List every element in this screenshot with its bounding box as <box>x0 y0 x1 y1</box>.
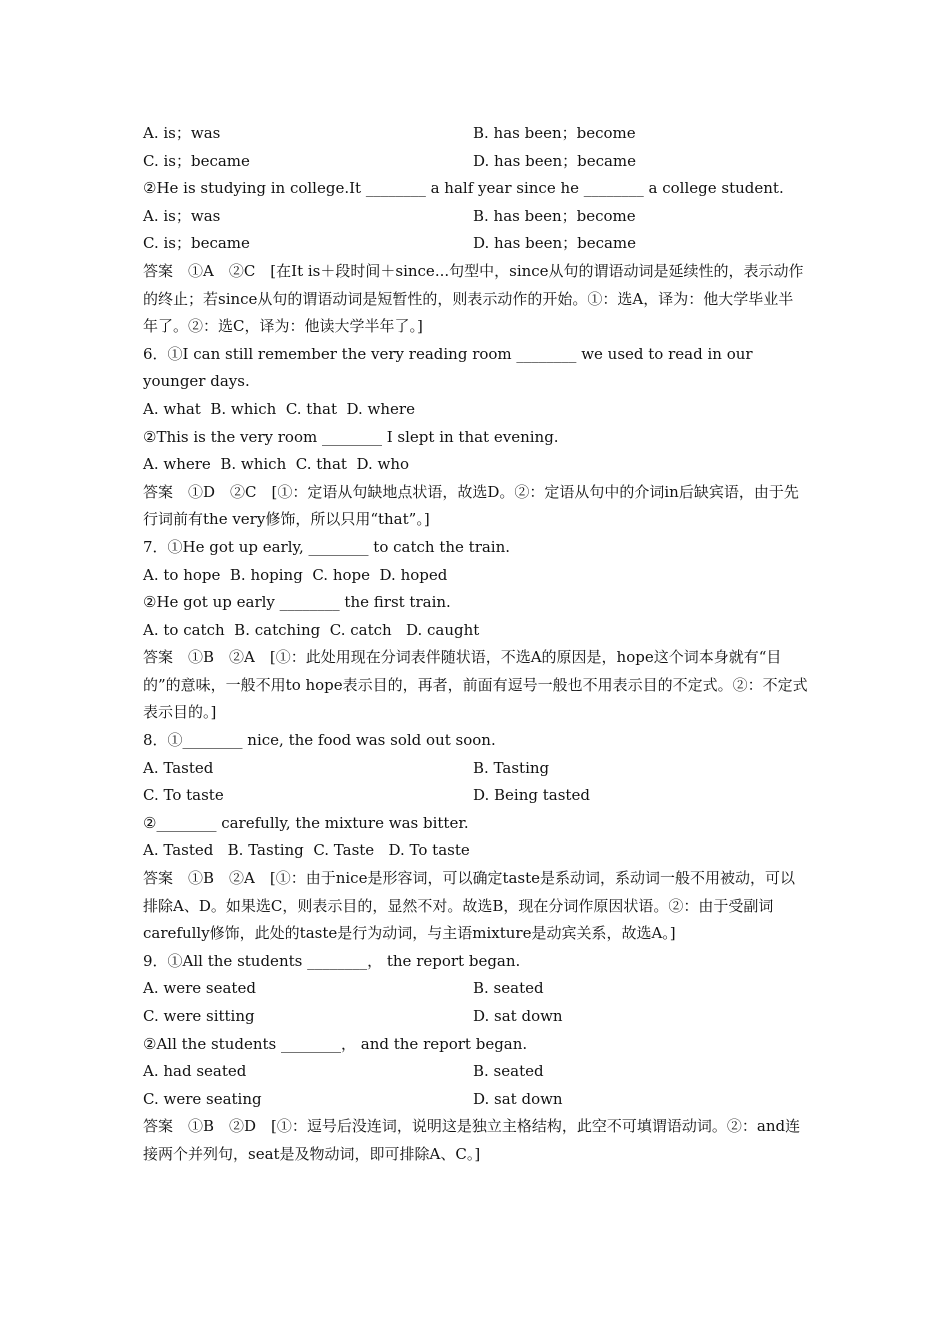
option-c: C. is；became <box>143 151 250 170</box>
option-b: B. has been；become <box>473 206 636 225</box>
answer-explanation: 答案 ①B ②A [①：由于nice是形容词，可以确定taste是系动词，系动词一般不用被动，可以排除A、D。如果选C，则表示目的，显然不对。故选B，现在分词作原因状语。②：由于受副词carefully修饰，此处的taste是行为动词，与主语mixture是动宾关系，故选A。] <box>143 869 796 943</box>
option-a: A. were seated <box>143 979 256 998</box>
option-a: A. Tasted <box>143 758 214 777</box>
document-page <box>143 120 808 1169</box>
answer-explanation: 答案 ①D ②C [①：定语从句缺地点状语，故选D。②：定语从句中的介词in后缺宾语，由于先行词前有the very修饰，所以只用“that”。] <box>143 482 799 529</box>
question-text: ②This is the very room ________ I slept in that evening. <box>143 427 559 446</box>
option-c: C. is；became <box>143 234 250 253</box>
question-text: ②________ carefully, the mixture was bitter. <box>143 813 469 832</box>
question-text: 6．①I can still remember the very reading room ________ we used to read in our younger days. <box>143 344 753 391</box>
answer-explanation: 答案 ①B ②A [①：此处用现在分词表伴随状语，不选A的原因是，hope这个词本身就有“目的”的意味，一般不用to hope表示目的，再者，前面有逗号一般也不用表示目的不定式。②：不定式表示目的。] <box>143 648 808 722</box>
option-c: C. were seating <box>143 1089 262 1108</box>
answer-explanation: 答案 ①A ②C [在It is＋段时间＋since...句型中，since从句的谓语动词是延续性的，表示动作的终止；若since从句的谓语动词是短暂性的，则表示动作的开始。①：选A，译为：他大学毕业半年了。②：选C，译为：他读大学半年了。] <box>143 261 804 336</box>
option-c: C. were sitting <box>143 1007 255 1025</box>
options-row <box>143 782 808 810</box>
options-line: A. Tasted B. Tasting C. Taste D. To taste <box>143 841 470 860</box>
options-row <box>143 1003 808 1031</box>
options-line: A. to catch B. catching C. catch D. caught <box>143 620 480 639</box>
option-d: D. sat down <box>473 1007 563 1025</box>
answer-explanation: 答案 ①B ②D [①：逗号后没连词，说明这是独立主格结构，此空不可填谓语动词。②：and连接两个并列句，seat是及物动词，即可排除A、C。] <box>143 1117 801 1163</box>
options-line: A. to hope B. hoping C. hope D. hoped <box>143 565 448 584</box>
option-b: B. seated <box>473 1062 544 1081</box>
options-line: A. what B. which C. that D. where <box>143 399 415 418</box>
options-row <box>143 148 808 176</box>
question-text: 7．①He got up early, ________ to catch the train. <box>143 537 511 556</box>
option-d: D. has been；became <box>473 151 637 170</box>
option-d: D. Being tasted <box>473 786 590 805</box>
option-b: B. Tasting <box>473 758 550 777</box>
options-row <box>143 1058 808 1086</box>
option-b: B. seated <box>473 979 544 998</box>
options-row <box>143 203 808 231</box>
question-text: 8．①________ nice, the food was sold out soon. <box>143 731 496 750</box>
options-row <box>143 755 808 783</box>
option-c: C. To taste <box>143 786 224 805</box>
question-text: ②All the students ________， and the report began. <box>143 1034 528 1053</box>
option-d: D. has been；became <box>473 234 637 253</box>
options-row <box>143 975 808 1003</box>
option-d: D. sat down <box>473 1089 563 1108</box>
options-row <box>143 1086 808 1114</box>
option-a: A. is；was <box>143 124 221 142</box>
options-row <box>143 230 808 258</box>
question-text: ②He got up early ________ the first train. <box>143 593 451 612</box>
option-a: A. is；was <box>143 206 221 225</box>
question-text: ②He is studying in college.It ________ a half year since he ________ a college student. <box>143 179 784 198</box>
question-text: 9．①All the students ________， the report began. <box>143 951 521 970</box>
option-a: A. had seated <box>143 1062 247 1081</box>
option-b: B. has been；become <box>473 124 636 142</box>
options-line: A. where B. which C. that D. who <box>143 455 410 474</box>
options-row <box>143 120 808 148</box>
